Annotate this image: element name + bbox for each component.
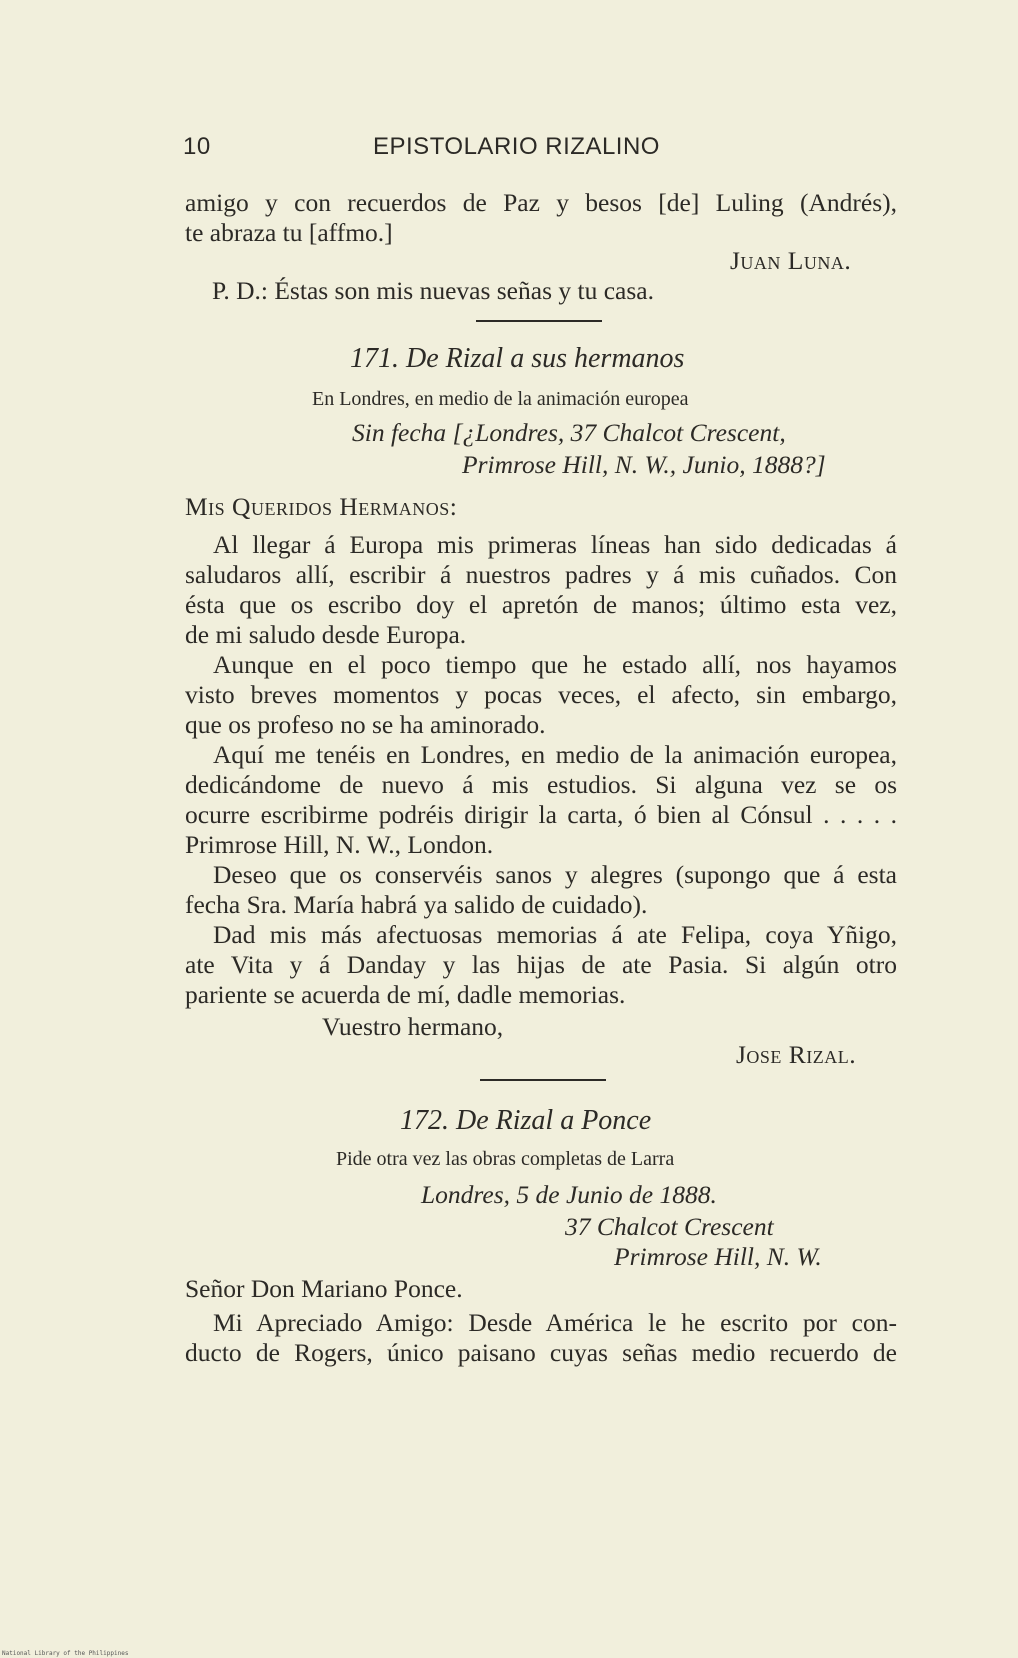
letter-171-signature: Jose Rizal. [736,1040,857,1069]
letter-172-addressee: Señor Don Mariano Ponce. [185,1274,463,1303]
letter-171-closing: Vuestro hermano, [322,1012,504,1041]
prev-letter-line: amigo y con recuerdos de Paz y besos [de] Luling (Andrés), [185,188,897,217]
letter-171-body-line: ocurre escribirme podréis dirigir la carta, ó bien al Cónsul . . . . . [185,800,897,829]
letter-171-body-line: dedicándome de nuevo á mis estudios. Si alguna vez se os [185,770,897,799]
letter-171-salutation: Mis Queridos Hermanos: [185,492,458,521]
letter-171-body-line: Deseo que os conservéis sanos y alegres (supongo que á esta [213,860,897,889]
letter-171-body-line: Aunque en el poco tiempo que he estado allí, nos hayamos [213,650,897,679]
letter-172-subtitle: Pide otra vez las obras completas de Larra [336,1148,675,1170]
letter-171-body-line: visto breves momentos y pocas veces, el afecto, sin embargo, [185,680,897,709]
letter-172-dateline: Primrose Hill, N. W. [614,1242,822,1271]
letter-172-dateline: 37 Chalcot Crescent [565,1212,774,1241]
running-title: EPISTOLARIO RIZALINO [373,133,660,160]
letter-171-dateline: Sin fecha [¿Londres, 37 Chalcot Crescent, [352,418,786,447]
letter-171-title: 171. De Rizal a sus hermanos [350,343,685,374]
letter-171-body-line: pariente se acuerda de mí, dadle memorias. [185,980,626,1009]
letter-171-body-line: Dad mis más afectuosas memorias á ate Felipa, coya Yñigo, [213,920,897,949]
prev-letter-line: te abraza tu [affmo.] [185,218,393,247]
letter-171-body-line: de mi saludo desde Europa. [185,620,467,649]
prev-letter-postscript: P. D.: Éstas son mis nuevas señas y tu casa. [212,276,654,305]
letter-172-body-line: Mi Apreciado Amigo: Desde América le he escrito por con- [213,1308,897,1337]
letter-171-body-line: ate Vita y á Danday y las hijas de ate Pasia. Si algún otro [185,950,897,979]
letter-171-body-line: saludaros allí, escribir á nuestros padres y á mis cuñados. Con [185,560,897,589]
letter-171-dateline: Primrose Hill, N. W., Junio, 1888?] [462,450,826,479]
page-number: 10 [183,133,211,160]
library-watermark: National Library of the Philippines [2,1650,129,1657]
letter-171-body-line: que os profeso no se ha aminorado. [185,710,546,739]
letter-172-title: 172. De Rizal a Ponce [400,1105,652,1136]
letter-171-body-line: fecha Sra. María habrá ya salido de cuidado). [185,890,648,919]
letter-172-body-line: ducto de Rogers, único paisano cuyas señas medio recuerdo de [185,1338,897,1367]
letter-171-body-line: ésta que os escribo doy el apretón de manos; último esta vez, [185,590,897,619]
section-divider [476,320,602,322]
letter-172-dateline: Londres, 5 de Junio de 1888. [421,1180,717,1209]
letter-171-body-line: Aquí me tenéis en Londres, en medio de la animación europea, [213,740,897,769]
prev-letter-signature: Juan Luna. [730,246,852,275]
section-divider [480,1079,606,1081]
letter-171-subtitle: En Londres, en medio de la animación europea [312,388,689,410]
letter-171-body-line: Primrose Hill, N. W., London. [185,830,494,859]
letter-171-body-line: Al llegar á Europa mis primeras líneas han sido dedicadas á [213,530,897,559]
